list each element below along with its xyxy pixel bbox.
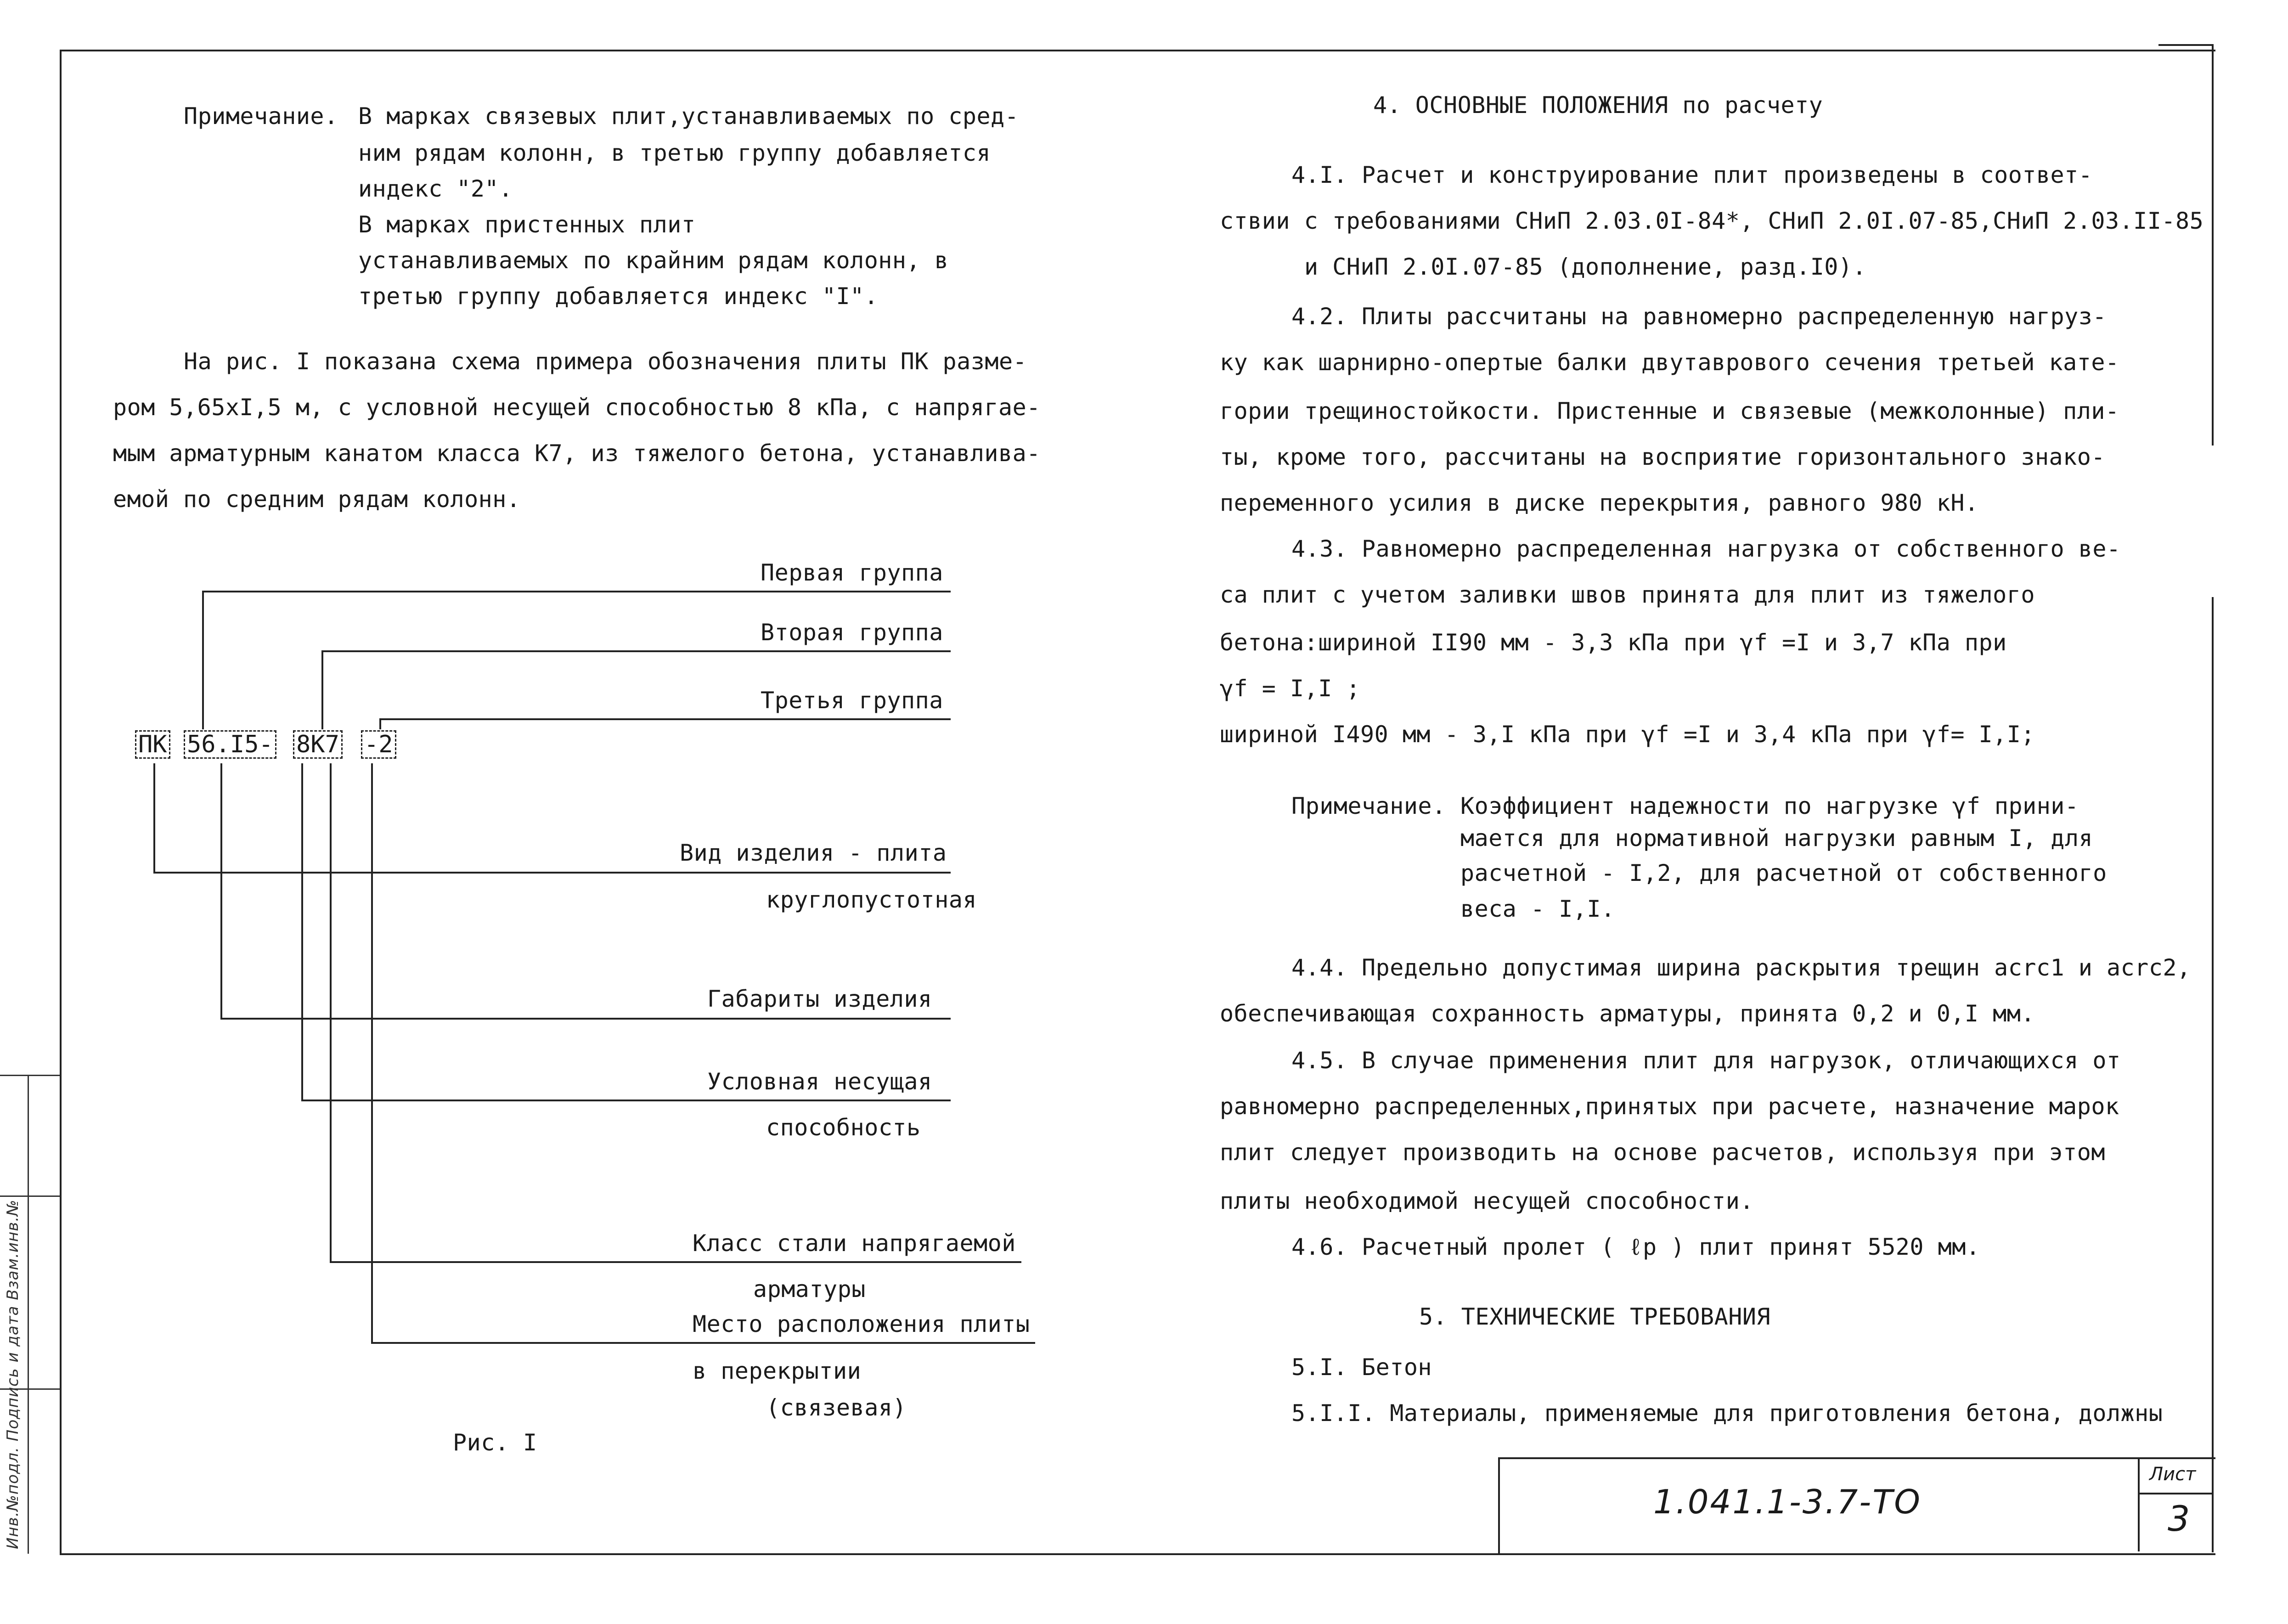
note-2-line: веса - I,I. [1460, 896, 1615, 922]
figure-caption: Рис. I [453, 1429, 537, 1456]
leader-line [371, 1342, 1035, 1344]
para-4-2: 4.2. Плиты рассчитаны на равномерно распределенную нагруз- [1291, 303, 2107, 330]
leader-line [379, 718, 381, 729]
section-5-title: 5. ТЕХНИЧЕСКИЕ ТРЕБОВАНИЯ [1419, 1303, 1771, 1330]
note-line: индекс "2". [358, 175, 513, 202]
note-2-line: Коэффициент надежности по нагрузке γf прини- [1460, 793, 2079, 819]
diagram-label-location: Место расположения плиты [693, 1311, 1030, 1337]
diagram-label-product-type: Вид изделия - плита [680, 840, 947, 866]
diagram-label-steel-class: Класс стали напрягаемой [693, 1230, 1016, 1257]
diagram-label-dimensions: Габариты изделия [707, 986, 932, 1012]
title-block-divider [2140, 1493, 2213, 1494]
code-part-size: 56.I5- [184, 730, 276, 759]
leader-line [321, 650, 951, 652]
note-line: В марках пристенных плит [358, 211, 696, 238]
para-5-1: 5.I. Бетон [1291, 1354, 1432, 1381]
para-4-3: шириной I490 мм - 3,I кПа при γf =I и 3,4 кПа при γf= I,I; [1220, 721, 2035, 748]
para-4-2: ку как шарнирно-опертые балки двутаврового сечения третьей кате- [1220, 349, 2119, 376]
para-4-2: гории трещиностойкости. Пристенные и связевые (межколонные) пли- [1220, 398, 2119, 424]
frame-corner [2158, 44, 2214, 46]
leader-line [301, 763, 303, 1100]
para-4-5: 4.5. В случае применения плит для нагрузок, отличающихся от [1291, 1047, 2121, 1074]
leader-line [202, 591, 204, 729]
para-4-3: 4.3. Равномерно распределенная нагрузка от собственного ве- [1291, 536, 2121, 562]
code-part-location: -2 [361, 730, 396, 759]
note-line: устанавливаемых по крайним рядам колонн, в [358, 247, 949, 274]
leader-line [321, 650, 323, 729]
para-4-5: равномерно распределенных,принятых при расчете, назначение марок [1220, 1093, 2119, 1120]
para-4-4: обеспечивающая сохранность арматуры, принята 0,2 и 0,I мм. [1220, 1000, 2035, 1027]
note-2-line: расчетной - I,2, для расчетной от собственного [1460, 860, 2107, 886]
note-2-line: мается для нормативной нагрузки равным I, для [1460, 825, 2093, 851]
document-code: 1.041.1-3.7-ТО [1653, 1483, 1922, 1521]
binding-margin-stamp [0, 1075, 60, 1554]
para-4-3: γf = I,I ; [1220, 675, 1361, 702]
code-part-capacity-steel: 8К7 [293, 730, 343, 759]
frame-right-edge [2212, 46, 2214, 445]
note-line: ним рядам колонн, в третью группу добавляется [358, 140, 991, 166]
para-4-1: и СНиП 2.0I.07-85 (дополнение, разд.I0). [1304, 254, 1867, 280]
note-line: В марках связевых плит,устанавливаемых по сред- [358, 103, 1019, 130]
leader-line [220, 763, 222, 1019]
para-4-6: 4.6. Расчетный пролет ( ℓp ) плит принят 5520 мм. [1291, 1234, 1980, 1260]
stamp-text: Инв.№подл. Подпись и дата Взам.инв.№ [4, 1199, 22, 1549]
diagram-label-location-2: в перекрытии [693, 1358, 862, 1384]
frame-right-edge-lower [2212, 597, 2214, 1552]
diagram-label-capacity-2: способность [766, 1114, 921, 1141]
para-4-3: са плит с учетом заливки швов принята для плит из тяжелого [1220, 581, 2035, 608]
leader-line [330, 763, 332, 1262]
para-4-5: плиты необходимой несущей способности. [1220, 1188, 1754, 1214]
para-4-2: переменного усилия в диске перекрытия, равного 980 кН. [1220, 490, 1979, 516]
note-2-label: Примечание. [1291, 793, 1446, 819]
diagram-label-product-type-2: круглопустотная [766, 886, 977, 913]
body-line: емой по средним рядам колонн. [113, 486, 521, 513]
code-part-product: ПК [135, 730, 170, 759]
leader-line [202, 591, 951, 592]
diagram-label-second-group: Вторая группа [761, 619, 943, 646]
section-4-title: 4. ОСНОВНЫЕ ПОЛОЖЕНИЯ по расчету [1373, 92, 1823, 118]
para-4-5: плит следует производить на основе расчетов, используя при этом [1220, 1139, 2105, 1166]
note-line: третью группу добавляется индекс "I". [358, 283, 879, 310]
body-line: мым арматурным канатом класса К7, из тяжелого бетона, устанавлива- [113, 440, 1041, 467]
para-4-1: 4.I. Расчет и конструирование плит произведены в соответ- [1291, 162, 2093, 188]
para-4-3: бетона:шириной II90 мм - 3,3 кПа при γf =I и 3,7 кПа при [1220, 629, 2007, 656]
leader-line [330, 1261, 1021, 1263]
diagram-label-location-3: (связевая) [766, 1394, 907, 1421]
diagram-label-steel-class-2: арматуры [753, 1276, 866, 1303]
sheet-label: Лист [2149, 1464, 2196, 1485]
leader-line [371, 763, 373, 1343]
para-4-2: ты, кроме того, рассчитаны на восприятие горизонтального знако- [1220, 444, 2105, 470]
title-block-divider [2138, 1457, 2140, 1551]
para-4-4: 4.4. Предельно допустимая ширина раскрытия трещин acrc1 и acrc2, [1291, 954, 2191, 981]
body-line: На рис. I показана схема примера обозначения плиты ПК разме- [184, 348, 1027, 375]
leader-line [153, 872, 951, 874]
sheet-number: 3 [2168, 1498, 2190, 1539]
para-5-1-1: 5.I.I. Материалы, применяемые для приготовления бетона, должны [1291, 1400, 2163, 1427]
note-label: Примечание. [184, 103, 338, 130]
diagram-label-third-group: Третья группа [761, 687, 943, 714]
leader-line [301, 1100, 951, 1101]
body-line: ром 5,65хI,5 м, с условной несущей способностью 8 кПа, с напрягае- [113, 394, 1041, 421]
diagram-label-first-group: Первая группа [761, 559, 943, 586]
para-4-1: ствии с требованиями СНиП 2.03.0I-84*, СНиП 2.0I.07-85,СНиП 2.03.II-85 [1220, 208, 2204, 234]
leader-line [153, 763, 155, 873]
stamp-cell [0, 1076, 60, 1197]
leader-line [379, 718, 951, 720]
diagram-label-capacity: Условная несущая [707, 1068, 932, 1095]
